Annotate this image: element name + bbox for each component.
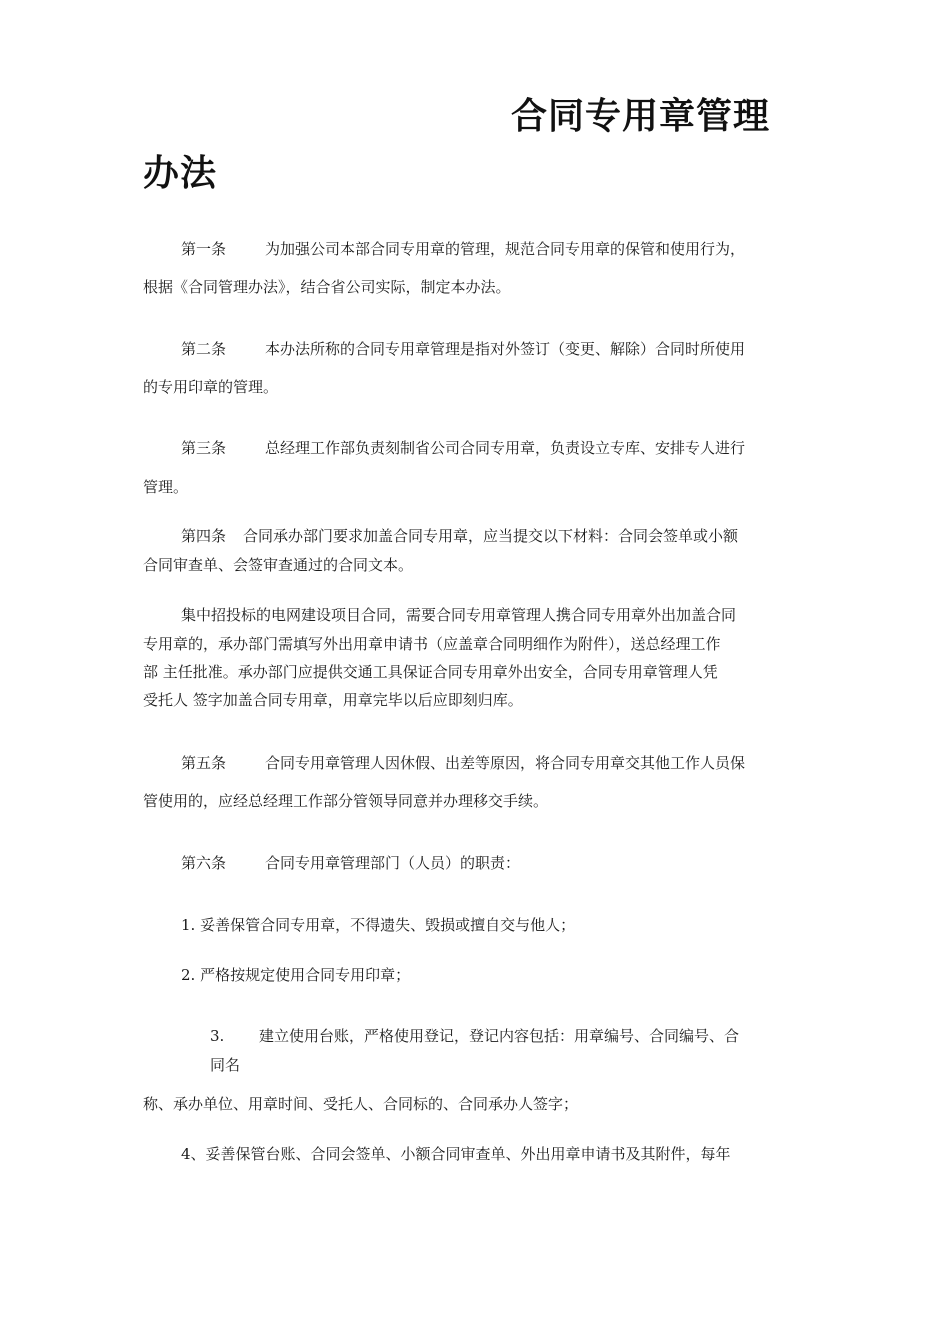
article-2-label: 第二条 [181, 340, 227, 358]
article-6-line1: 合同专用章管理部门（人员）的职责： [265, 854, 521, 872]
article-5-label: 第五条 [181, 754, 227, 772]
paragraph-5-line2: 专用章的，承办部门需填写外出用章申请书（应盖章合同明细作为附件），送总经理工作 [143, 635, 721, 653]
item-3-line2: 同名 [210, 1056, 241, 1074]
paragraph-5-line3: 部 主任批准。承办部门应提供交通工具保证合同专用章外出安全，合同专用章管理人凭 [143, 663, 718, 681]
paragraph-5-line4: 受托人 签字加盖合同专用章，用章完毕以后应即刻归库。 [143, 691, 523, 709]
item-3-line1: 建立使用台账，严格使用登记，登记内容包括：用章编号、合同编号、合 [259, 1027, 740, 1045]
document-title-line1: 合同专用章管理 [511, 96, 771, 137]
article-1-line1: 为加强公司本部合同专用章的管理，规范合同专用章的保管和使用行为， [265, 240, 746, 258]
article-5-line1: 合同专用章管理人因休假、出差等原因，将合同专用章交其他工作人员保 [265, 754, 746, 772]
item-2: 2. 严格按规定使用合同专用印章； [181, 966, 411, 984]
article-2-line2: 的专用印章的管理。 [143, 378, 279, 396]
item-4-line1: 4、妥善保管台账、合同会签单、小额合同审查单、外出用章申请书及其附件，每年 [181, 1145, 731, 1163]
article-1-line2: 根据《合同管理办法》，结合省公司实际，制定本办法。 [143, 278, 511, 296]
item-3-number: 3. [210, 1027, 225, 1045]
article-4-line2: 合同审查单、会签审查通过的合同文本。 [143, 556, 414, 574]
article-3-line2: 管理。 [143, 478, 189, 496]
paragraph-5-line1: 集中招投标的电网建设项目合同，需要合同专用章管理人携合同专用章外出加盖合同 [181, 606, 737, 624]
item-3-line3: 称、承办单位、用章时间、受托人、合同标的、合同承办人签字； [143, 1095, 579, 1113]
article-4-label: 第四条 [181, 527, 227, 545]
item-1: 1. 妥善保管合同专用章，不得遗失、毁损或擅自交与他人； [181, 916, 576, 934]
article-5-line2: 管使用的，应经总经理工作部分管领导同意并办理移交手续。 [143, 792, 549, 810]
article-3-line1: 总经理工作部负责刻制省公司合同专用章，负责设立专库、安排专人进行 [265, 439, 746, 457]
document-title-line2: 办法 [143, 153, 218, 194]
article-1-label: 第一条 [181, 240, 227, 258]
article-3-label: 第三条 [181, 439, 227, 457]
article-6-label: 第六条 [181, 854, 227, 872]
article-4-line1: 合同承办部门要求加盖合同专用章，应当提交以下材料：合同会签单或小额 [243, 527, 739, 545]
article-2-line1: 本办法所称的合同专用章管理是指对外签订（变更、解除）合同时所使用 [265, 340, 746, 358]
